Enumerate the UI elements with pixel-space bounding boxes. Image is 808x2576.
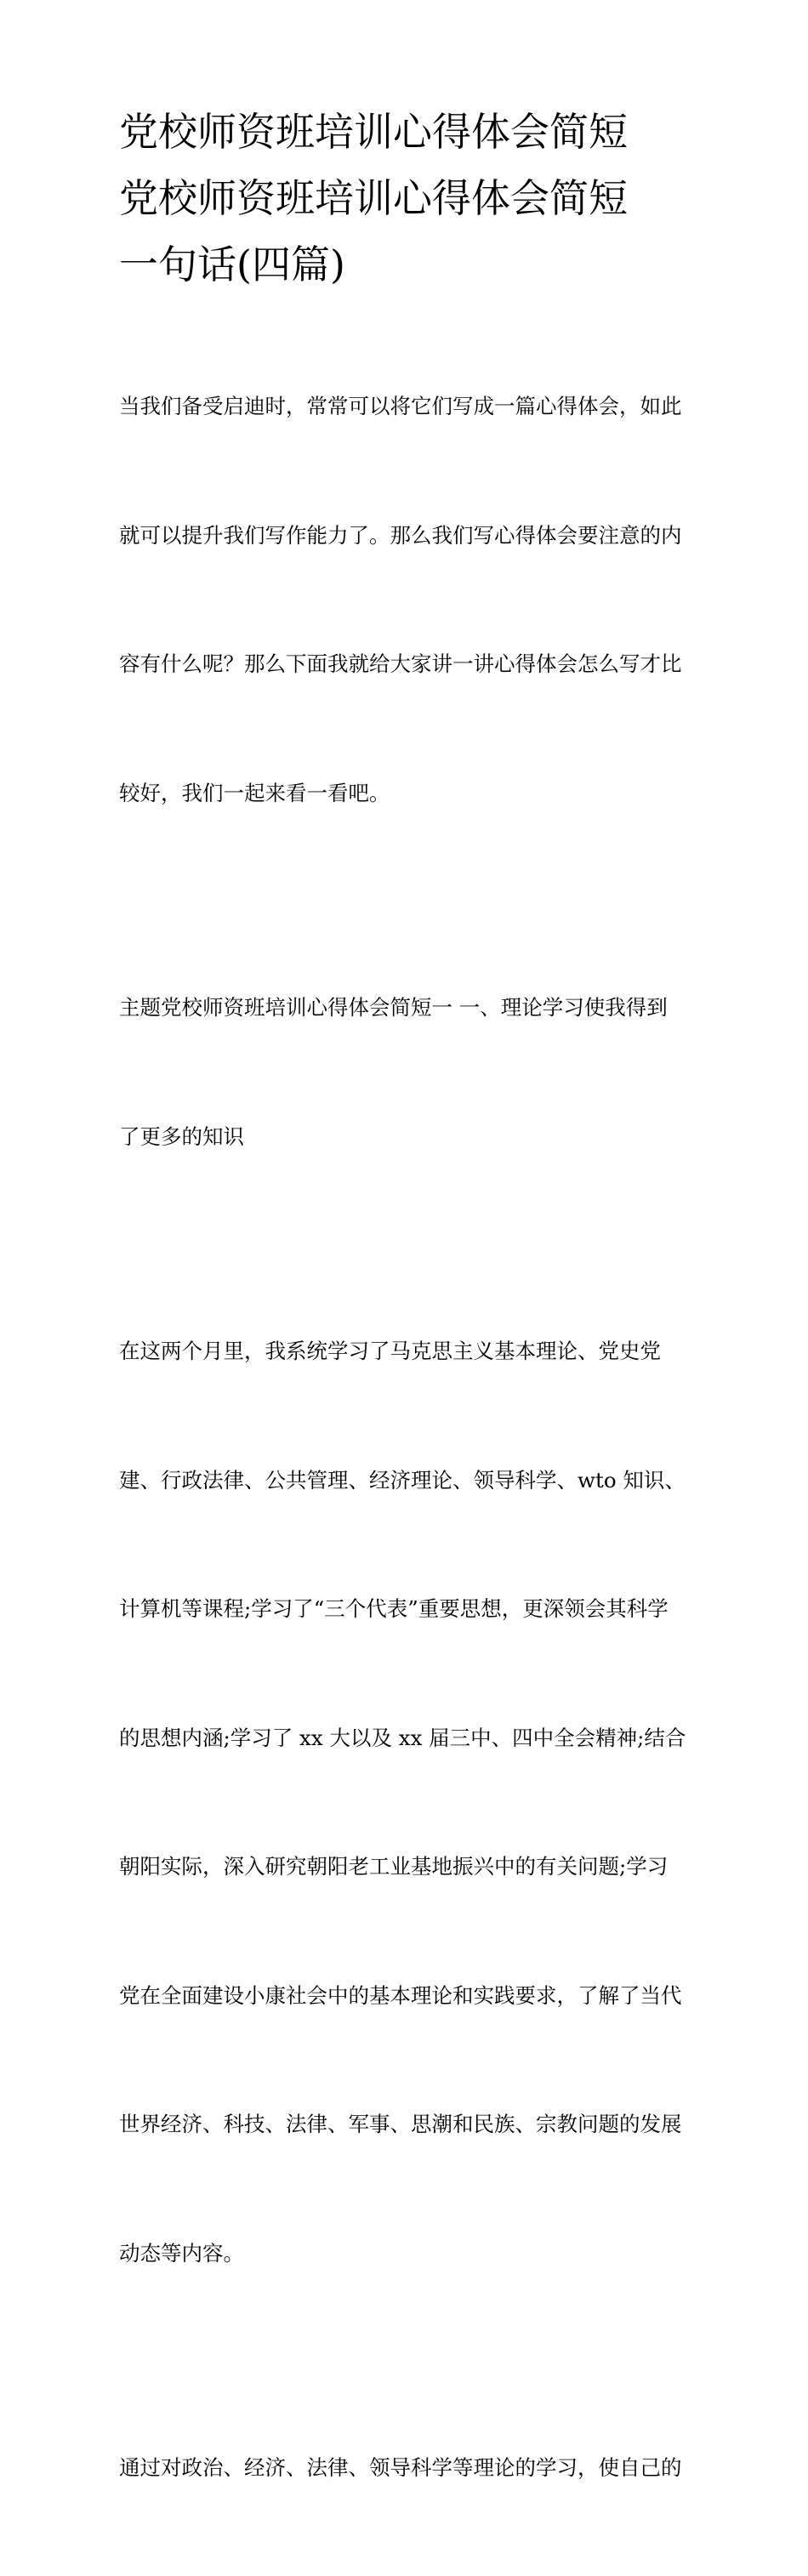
text-line: 通过对政治、经济、法律、领导科学等理论的学习，使自己的 — [119, 2455, 682, 2480]
text-line: 就可以提升我们写作能力了。那么我们写心得体会要注意的内 — [119, 522, 682, 548]
text-line: 当我们备受启迪时，常常可以将它们写成一篇心得体会，如此 — [119, 394, 682, 418]
text-line: 建、行政法律、公共管理、经济理论、领导科学、wto 知识、 — [119, 1467, 686, 1493]
text-line: 容有什么呢？那么下面我就给大家讲一讲心得体会怎么写才比 — [119, 651, 682, 676]
document-body — [119, 299, 694, 2576]
text-line: 动态等内容。 — [119, 2240, 244, 2266]
paragraph-section-heading — [119, 901, 694, 1244]
text-line: 的思想内涵;学习了 xx 大以及 xx 届三中、四中全会精神;结合 — [119, 1725, 686, 1750]
document-title — [119, 99, 697, 298]
paragraph-conclusion — [119, 2361, 694, 2576]
title-line: 党校师资班培训心得体会简短 — [119, 175, 628, 221]
text-line: 在这两个月里，我系统学习了马克思主义基本理论、党史党 — [119, 1339, 661, 1363]
text-line: 较好，我们一起来看一看吧。 — [119, 780, 390, 805]
title-line: 党校师资班培训心得体会简短 — [119, 109, 628, 155]
text-line: 世界经济、科技、法律、军事、思潮和民族、宗教问题的发展 — [119, 2112, 682, 2136]
text-line: 党在全面建设小康社会中的基本理论和实践要求，了解了当代 — [119, 1982, 682, 2008]
text-line: 计算机等课程;学习了“三个代表”重要思想，更深领会其科学 — [119, 1596, 669, 1621]
paragraph-study-content — [119, 1244, 694, 2361]
text-line: 了更多的知识 — [119, 1123, 244, 1149]
text-line: 主题党校师资班培训心得体会简短一 一、理论学习使我得到 — [119, 995, 668, 1020]
paragraph-intro — [119, 299, 694, 901]
text-line: 朝阳实际，深入研究朝阳老工业基地振兴中的有关问题;学习 — [119, 1854, 669, 1879]
title-line: 一句话(四篇) — [119, 242, 345, 287]
